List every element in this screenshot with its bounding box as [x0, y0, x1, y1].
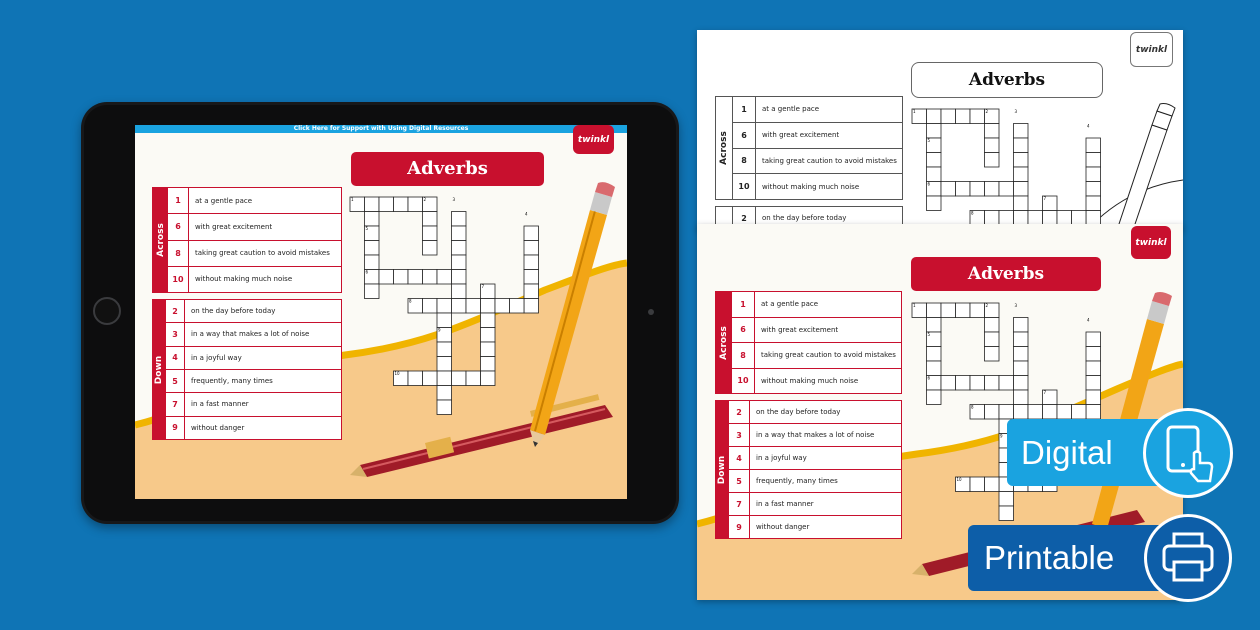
clue-text: in a fast manner — [191, 400, 249, 409]
crossword-cell[interactable] — [1014, 332, 1029, 347]
crossword-cell[interactable] — [927, 167, 942, 182]
list-item — [166, 323, 341, 346]
crossword-cell[interactable] — [1086, 332, 1101, 347]
crossword-cell[interactable] — [1014, 361, 1029, 376]
crossword-cell[interactable] — [970, 109, 985, 124]
crossword-cell[interactable] — [999, 376, 1014, 391]
clue-number: 6 — [733, 123, 756, 148]
clue-text: at a gentle pace — [762, 105, 820, 114]
clue-number: 3 — [729, 424, 750, 446]
crossword-cell[interactable] — [481, 357, 496, 372]
crossword-cell[interactable] — [1086, 167, 1101, 182]
list-item — [168, 214, 341, 240]
crossword-cell[interactable] — [1043, 405, 1058, 420]
clue-text: taking great caution to avoid mistakes — [762, 156, 897, 165]
crossword-cell[interactable] — [956, 182, 971, 197]
list-item — [729, 401, 901, 424]
crossword-cell[interactable] — [365, 284, 380, 299]
crossword-cell[interactable] — [1014, 405, 1029, 420]
crossword-cell[interactable] — [1043, 211, 1058, 226]
clue-text: without danger — [756, 523, 810, 531]
clue-text: on the day before today — [756, 408, 841, 416]
crossword-cell[interactable] — [423, 299, 438, 314]
down-label-print: Down — [716, 401, 729, 538]
crossword-cell[interactable] — [999, 405, 1014, 420]
crossword-cell[interactable] — [927, 318, 942, 333]
crossword-cell[interactable] — [1072, 211, 1087, 226]
crossword-cell[interactable] — [437, 299, 452, 314]
crossword-number: 1 — [351, 197, 354, 202]
list-item — [166, 347, 341, 370]
crossword-cell[interactable] — [452, 299, 467, 314]
crossword-cell[interactable] — [524, 299, 539, 314]
crossword-cell[interactable] — [437, 313, 452, 328]
support-bar[interactable] — [135, 125, 627, 133]
list-item — [733, 123, 902, 149]
crossword-number: 9 — [438, 327, 441, 333]
crossword-number: 1 — [913, 109, 916, 114]
crossword-cell[interactable] — [956, 303, 971, 318]
crossword-cell[interactable] — [1086, 361, 1101, 376]
list-item — [168, 267, 341, 292]
crossword-cell[interactable] — [1086, 211, 1101, 226]
list-item — [733, 174, 902, 199]
clue-number: 1 — [168, 188, 189, 213]
crossword-cell[interactable] — [999, 182, 1014, 197]
crossword-cell[interactable] — [999, 211, 1014, 226]
digital-label: Digital — [1021, 433, 1113, 471]
clue-number: 6 — [168, 214, 189, 239]
clue-text: without danger — [191, 423, 245, 432]
crossword-number: 3 — [1014, 109, 1018, 114]
list-item — [729, 470, 901, 493]
crossword-cell[interactable] — [927, 361, 942, 376]
crossword-number: 10 — [956, 477, 962, 482]
crossword-cell[interactable] — [1072, 405, 1087, 420]
crossword-number: 8 — [971, 404, 974, 410]
crossword-cell[interactable] — [408, 371, 423, 386]
list-item — [168, 188, 341, 214]
crossword-cell[interactable] — [985, 347, 1000, 362]
clue-text: at a gentle pace — [761, 300, 819, 309]
tablet-screen — [135, 125, 627, 499]
crossword-cell[interactable] — [1086, 376, 1101, 391]
crossword-cell[interactable] — [927, 124, 942, 139]
twinkl-logo-print: twinkl — [1131, 226, 1171, 259]
crossword-cell[interactable] — [956, 376, 971, 391]
crossword-cell[interactable] — [452, 255, 467, 270]
crossword-cell[interactable] — [365, 255, 380, 270]
crossword-number: 6 — [927, 181, 931, 187]
tablet-touch-icon — [1143, 408, 1233, 498]
crossword-cell[interactable] — [941, 109, 956, 124]
clue-text: with great excitement — [761, 325, 839, 334]
crossword-cell[interactable] — [452, 270, 467, 285]
crossword-cell[interactable] — [1086, 196, 1101, 211]
crossword-cell[interactable] — [1014, 196, 1029, 211]
across-label-bw: Across — [716, 97, 733, 199]
clue-number: 3 — [166, 323, 185, 345]
clue-number: 2 — [729, 401, 750, 423]
crossword-number: 5 — [927, 138, 931, 143]
crossword-cell[interactable] — [1014, 347, 1029, 362]
crossword-cell[interactable] — [437, 386, 452, 401]
clue-text: on the day before today — [191, 307, 276, 316]
clue-number: 1 — [732, 292, 755, 317]
crossword-cell[interactable] — [394, 197, 409, 212]
list-item: 2 on the day before today — [733, 207, 902, 229]
crossword-cell[interactable] — [1014, 153, 1029, 168]
crossword-number: 8 — [971, 210, 974, 216]
across-clues-print — [715, 291, 902, 394]
clue-number: 10 — [732, 369, 755, 394]
crossword-cell[interactable] — [1014, 124, 1029, 139]
crossword-cell[interactable] — [379, 197, 394, 212]
clue-text: taking great caution to avoid mistakes — [761, 351, 896, 360]
crossword-cell[interactable] — [524, 255, 539, 270]
list-item — [729, 424, 901, 447]
crossword-cell[interactable] — [452, 284, 467, 299]
crossword-cell[interactable] — [970, 477, 985, 492]
crossword-cell[interactable] — [452, 371, 467, 386]
clue-text: without making much noise — [761, 376, 859, 385]
crossword-number: 6 — [365, 269, 369, 275]
clue-text: frequently, many times — [756, 477, 838, 485]
crossword-cell[interactable] — [927, 390, 942, 405]
crossword-cell[interactable] — [423, 241, 438, 256]
list-item — [729, 493, 901, 516]
crossword-cell[interactable] — [999, 492, 1014, 507]
list-item — [732, 318, 901, 344]
across-clues-bw — [715, 96, 903, 200]
clue-number: 7 — [166, 393, 185, 415]
crossword-number: 1 — [913, 303, 916, 308]
twinkl-logo-bw: twinkl — [1130, 32, 1173, 67]
crossword-cell[interactable] — [452, 212, 467, 227]
clue-number: 10 — [733, 174, 756, 199]
crossword-cell[interactable] — [481, 342, 496, 357]
crossword-cell[interactable] — [1028, 211, 1043, 226]
crossword-cell[interactable] — [1086, 390, 1101, 405]
crossword-cell[interactable] — [1086, 405, 1101, 420]
list-item — [732, 369, 901, 394]
list-item — [166, 370, 341, 393]
crossword-cell[interactable] — [985, 376, 1000, 391]
crossword-cell[interactable] — [1014, 167, 1029, 182]
crossword-number: 2 — [985, 109, 989, 114]
crossword-cell[interactable] — [985, 477, 1000, 492]
crossword-cell[interactable] — [437, 270, 452, 285]
crossword-cell[interactable] — [941, 182, 956, 197]
clue-number: 8 — [732, 343, 755, 368]
list-item — [733, 97, 902, 123]
crossword-number: 6 — [927, 375, 931, 381]
crossword-cell[interactable] — [437, 371, 452, 386]
crossword-cell[interactable] — [927, 109, 942, 124]
crossword-cell[interactable] — [524, 226, 539, 241]
crossword-cell[interactable] — [365, 241, 380, 256]
crossword-number: 7 — [1043, 390, 1047, 395]
crossword-cell[interactable] — [466, 299, 481, 314]
clue-number: 9 — [166, 417, 185, 439]
list-item — [166, 417, 341, 439]
crossword-cell[interactable] — [365, 212, 380, 227]
crossword-cell[interactable] — [1086, 153, 1101, 168]
list-item — [166, 300, 341, 323]
crossword-cell[interactable] — [985, 332, 1000, 347]
crossword-grid-print — [911, 302, 1111, 527]
worksheet-title: Adverbs — [351, 152, 544, 186]
clue-number: 9 — [729, 516, 750, 538]
clue-number: 10 — [168, 267, 189, 292]
crossword-cell[interactable] — [466, 371, 481, 386]
crossword-number: 4 — [1087, 317, 1090, 323]
crossword-cell[interactable] — [423, 270, 438, 285]
clue-text: frequently, many times — [191, 377, 273, 386]
crossword-cell[interactable] — [524, 241, 539, 256]
printable-bw-page — [697, 30, 1183, 230]
support-bar-text: Click Here for Support with Using Digital Resources — [293, 125, 469, 132]
crossword-number: 4 — [525, 211, 528, 217]
crossword-cell[interactable] — [524, 284, 539, 299]
crossword-cell[interactable] — [985, 405, 1000, 420]
crossword-cell[interactable] — [985, 153, 1000, 168]
crossword-cell[interactable] — [510, 299, 525, 314]
crossword-cell[interactable] — [956, 109, 971, 124]
tablet-home-button — [93, 297, 121, 325]
crossword-cell[interactable] — [941, 303, 956, 318]
clue-text: at a gentle pace — [195, 196, 253, 205]
crossword-cell[interactable] — [999, 506, 1014, 521]
clue-number: 8 — [733, 149, 756, 174]
clue-number: 5 — [729, 470, 750, 492]
crossword-cell[interactable] — [452, 226, 467, 241]
crossword-number: 8 — [409, 298, 412, 304]
tablet-camera — [648, 309, 654, 315]
crossword-cell[interactable] — [423, 226, 438, 241]
across-label: Across — [153, 188, 168, 292]
crossword-cell[interactable] — [970, 182, 985, 197]
crossword-cell[interactable] — [408, 270, 423, 285]
crossword-cell[interactable] — [1014, 211, 1029, 226]
list-item — [166, 393, 341, 416]
crossword-cell[interactable] — [524, 270, 539, 285]
crossword-cell[interactable] — [970, 376, 985, 391]
crossword-cell[interactable] — [1057, 405, 1072, 420]
clue-number: 4 — [166, 347, 185, 369]
crossword-number: 3 — [1014, 303, 1018, 308]
crossword-cell[interactable] — [408, 197, 423, 212]
clue-text: with great excitement — [195, 222, 273, 231]
twinkl-logo: twinkl — [573, 125, 614, 154]
worksheet-title-print: Adverbs — [911, 257, 1101, 291]
crossword-cell[interactable] — [985, 182, 1000, 197]
clue-text: in a way that makes a lot of noise — [191, 330, 310, 339]
crossword-cell[interactable] — [985, 138, 1000, 153]
list-item — [729, 447, 901, 470]
down-clues-print — [715, 400, 902, 539]
list-item — [729, 516, 901, 538]
clue-text: in a way that makes a lot of noise — [756, 431, 875, 439]
crossword-cell[interactable] — [985, 318, 1000, 333]
across-clues — [152, 187, 342, 293]
crossword-cell[interactable] — [927, 153, 942, 168]
tablet-device — [81, 102, 679, 524]
crossword-cell[interactable] — [1028, 405, 1043, 420]
crossword-cell[interactable] — [481, 371, 496, 386]
crossword-cell[interactable] — [970, 303, 985, 318]
crossword-number: 2 — [423, 197, 427, 202]
crossword-grid-bw — [911, 108, 1111, 230]
crossword-cell[interactable] — [1086, 138, 1101, 153]
clue-text: in a fast manner — [756, 500, 814, 508]
crossword-cell[interactable] — [1014, 376, 1029, 391]
crossword-number: 7 — [1043, 196, 1047, 201]
list-item — [732, 292, 901, 318]
crossword-cell[interactable] — [927, 196, 942, 211]
crossword-cell[interactable] — [941, 376, 956, 391]
down-label: Down — [153, 300, 166, 439]
across-label-print: Across — [716, 292, 732, 393]
crossword-cell[interactable] — [481, 313, 496, 328]
clue-number: 6 — [732, 318, 755, 343]
crossword-cell[interactable] — [1014, 390, 1029, 405]
crossword-number: 4 — [1087, 123, 1090, 129]
clue-number: 1 — [733, 97, 756, 122]
crossword-cell[interactable] — [1014, 138, 1029, 153]
crossword-cell[interactable] — [1057, 211, 1072, 226]
clue-text: in a joyful way — [756, 454, 807, 462]
crossword-number: 9 — [1000, 433, 1003, 439]
clue-number: 4 — [729, 447, 750, 469]
crossword-cell[interactable] — [495, 299, 510, 314]
crossword-cell[interactable] — [927, 303, 942, 318]
clue-text: in a joyful way — [191, 353, 242, 362]
clue-number: 2 — [166, 300, 185, 322]
list-item — [168, 241, 341, 267]
crossword-grid — [349, 196, 549, 421]
crossword-cell[interactable] — [481, 328, 496, 343]
list-item — [733, 149, 902, 175]
crossword-number: 5 — [927, 332, 931, 337]
clue-number: 7 — [729, 493, 750, 515]
list-item — [732, 343, 901, 369]
printable-label: Printable — [984, 539, 1115, 576]
crossword-cell[interactable] — [985, 211, 1000, 226]
crossword-cell[interactable] — [1086, 347, 1101, 362]
crossword-number: 3 — [452, 197, 456, 202]
crossword-cell[interactable] — [437, 342, 452, 357]
clue-number: 5 — [166, 370, 185, 392]
clue-text: with great excitement — [762, 131, 840, 140]
printer-icon — [1144, 514, 1232, 602]
worksheet-title-bw: Adverbs — [911, 62, 1103, 98]
crossword-number: 2 — [985, 303, 989, 308]
crossword-cell[interactable] — [1086, 182, 1101, 197]
crossword-cell[interactable] — [481, 299, 496, 314]
clue-text: without making much noise — [195, 275, 293, 284]
crossword-cell[interactable] — [437, 400, 452, 415]
down-clues — [152, 299, 342, 440]
clue-number: 8 — [168, 241, 189, 266]
crossword-cell[interactable] — [379, 270, 394, 285]
crossword-cell[interactable] — [423, 212, 438, 227]
crossword-cell[interactable] — [985, 124, 1000, 139]
clue-text: without making much noise — [762, 182, 860, 191]
crossword-number: 10 — [394, 371, 400, 376]
crossword-number: 5 — [365, 226, 369, 231]
crossword-cell[interactable] — [452, 241, 467, 256]
crossword-cell[interactable] — [927, 347, 942, 362]
crossword-number: 7 — [481, 284, 485, 289]
crossword-cell[interactable] — [365, 197, 380, 212]
crossword-cell[interactable] — [1014, 318, 1029, 333]
crossword-cell[interactable] — [437, 357, 452, 372]
crossword-cell[interactable] — [423, 371, 438, 386]
clue-text: taking great caution to avoid mistakes — [195, 249, 330, 258]
crossword-cell[interactable] — [394, 270, 409, 285]
crossword-cell[interactable] — [1014, 182, 1029, 197]
